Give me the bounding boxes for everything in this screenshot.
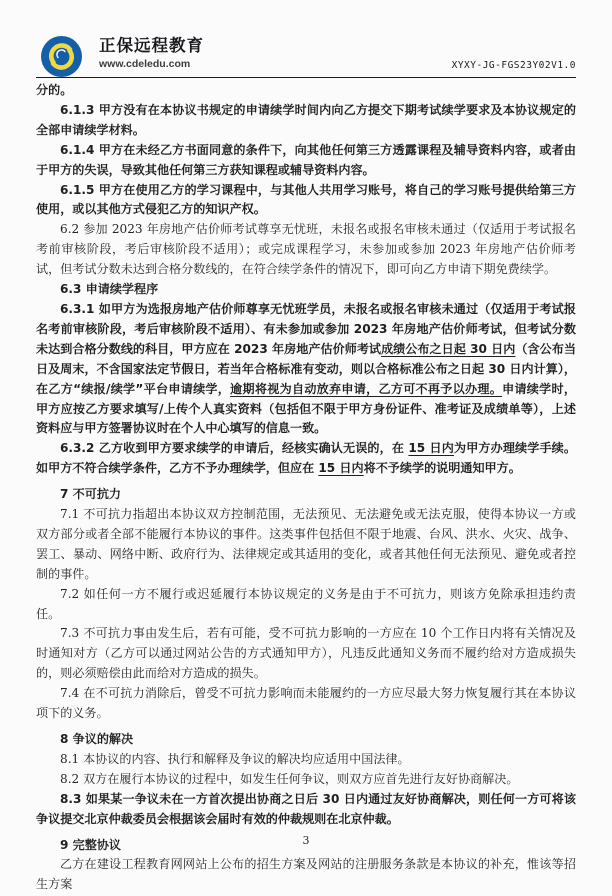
clause-6-1-3 — [36, 101, 576, 141]
document-code: XYXY-JG-FGS23Y02V1.0 — [451, 60, 576, 71]
brand-logo-icon — [41, 36, 82, 77]
paragraph-text: 7 不可抗力 — [60, 487, 122, 502]
paragraph-text: 7.2 如任何一方不履行或迟延履行本协议规定的义务是由于不可抗力，则该方免除承担违约责任。 — [36, 586, 576, 621]
paragraph-text: （含公布当日及周末，不含国家法定节假日，若当年合格标准有变动，则以合格标准公布之日起 30 日内计算），在乙方“续报/续学”平台申请续学， — [36, 341, 576, 396]
paragraph-text: 为甲方办理续学手续。如甲方不符合续学条件，乙方不予办理续学，但应在 — [36, 441, 576, 476]
clause-6-3-title — [36, 280, 576, 300]
page-continuation — [36, 81, 576, 101]
underlined-text: 逾期将视为自动放弃申请，乙方可不再予以办理。 — [230, 381, 503, 396]
paragraph-text: 将不予续学的说明通知甲方。 — [363, 461, 521, 476]
clause-8-3 — [36, 790, 576, 830]
paragraph-text: 6.3.1 如甲方为选报房地产估价师尊享无忧班学员，未报名或报名审核未通过（仅适用于考试报名考前审核阶段，考后审核阶段不适用）、有未参加或参加 2023 年房地产估价师考试，但考试分数未达到合格分数线的科目，甲方应在 2023 年房地产估价师考试 — [36, 301, 576, 356]
paragraph-text: 6.3 申请续学程序 — [60, 282, 159, 297]
paragraph-text: 6.1.4 甲方在未经乙方书面同意的条件下，向其他任何第三方透露课程及辅导资料内容，或者由于甲方的失误，导致其他任何第三方获知课程或辅导资料内容。 — [36, 142, 576, 177]
brand-url: www.cdeledu.com — [99, 57, 191, 70]
paragraph-text: 8 争议的解决 — [60, 732, 134, 746]
clause-8-2 — [36, 770, 576, 790]
clause-8-1 — [36, 750, 576, 770]
paragraph-text: 6.1.5 甲方在使用乙方的学习课程中，与其他人共用学习账号，将自己的学习账号提供给第三方使用，或以其他方式侵犯乙方的知识产权。 — [36, 182, 576, 217]
clause-6-3-1 — [36, 300, 576, 439]
heading-7 — [36, 485, 576, 505]
clause-6-1-5 — [36, 181, 576, 221]
paragraph-text: 7.3 不可抗力事由发生后，若有可能，受不可抗力影响的一方应在 10 个工作日内将有关情况及时通知对方（乙方可以通过网站公告的方式通知甲方），凡违反此通知义务而不履约给对方造成损失的，则必须赔偿由此而给对方造成的损失。 — [36, 626, 576, 681]
heading-8 — [36, 730, 576, 750]
clause-9-body — [36, 855, 576, 895]
paragraph-text: 乙方在建设工程教育网网站上公布的招生方案及网站的注册服务条款是本协议的补充，惟该等招生方案 — [36, 857, 576, 892]
brand-name: 正保远程教育 — [99, 37, 204, 55]
paragraph-text: 8.3 如果某一争议未在一方首次提出协商之日后 30 日内通过友好协商解决，则任何一方可将该争议提交北京仲裁委员会根据该会届时有效的仲裁规则在北京仲裁。 — [36, 791, 576, 826]
underlined-text: 15 日内 — [408, 441, 454, 456]
page-number: 3 — [302, 834, 310, 847]
paragraph-text: 7.4 在不可抗力消除后，曾受不可抗力影响而未能履约的一方应尽最大努力恢复履行其在本协议项下的义务。 — [36, 686, 576, 721]
paragraph-text: 分的。 — [36, 83, 73, 97]
underlined-text: 15 日内 — [318, 461, 364, 476]
paragraph-text: 8.1 本协议的内容、执行和解释及争议的解决均应适用中国法律。 — [60, 751, 410, 766]
paragraph-text: 申请续学时，甲方应按乙方要求填写/上传个人真实资料（包括但不限于甲方身份证件、准考证及成绩单等），上述资料应与甲方签署协议时在个人中心填写的信息一致。 — [36, 381, 576, 436]
paragraph-text: 6.2 参加 2023 年房地产估价师考试尊享无忧班，未报名或报名审核未通过（仅适用于考试报名考前审核阶段，考后审核阶段不适用）；或完成课程学习，未参加或参加 2023 年房地产估价师考试，但考试分数未达到合格分数线的，在符合续学条件的情况下，即可向乙方申请下期免费续学。 — [36, 222, 576, 277]
clause-7-2 — [36, 585, 576, 625]
brand-block — [99, 38, 204, 69]
paragraph-text: 6.3.2 乙方收到甲方要求续学的申请后，经核实确认无误的，在 — [60, 441, 409, 456]
clause-6-3-2 — [36, 439, 576, 479]
clause-6-2 — [36, 220, 576, 280]
paragraph-text: 8.2 双方在履行本协议的过程中，如发生任何争议，则双方应首先进行友好协商解决。 — [60, 771, 519, 786]
paragraph-text: 6.1.3 甲方没有在本协议书规定的申请续学时间内向乙方提交下期考试续学要求及本协议规定的全部申请续学材料。 — [36, 102, 576, 137]
underlined-text: 成绩公布之日起 30 日内 — [381, 341, 516, 356]
clause-7-3 — [36, 624, 576, 684]
document-body — [36, 81, 576, 895]
paragraph-text: 9 完整协议 — [60, 837, 122, 852]
clause-7-1 — [36, 505, 576, 585]
paragraph-text: 7.1 不可抗力指超出本协议双方控制范围，无法预见、无法避免或无法克服，使得本协议一方或双方部分或者全部不能履行本协议的事件。这类事件包括但不限于地震、台风、洪水、火灾、战争、罢工、暴动、网络中断、政府行为、法律规定或其适用的变化，或者其他任何无法预见、避免或者控制的事件。 — [36, 507, 576, 581]
clause-6-1-4 — [36, 141, 576, 181]
header-divider — [36, 77, 576, 78]
clause-7-4 — [36, 684, 576, 724]
